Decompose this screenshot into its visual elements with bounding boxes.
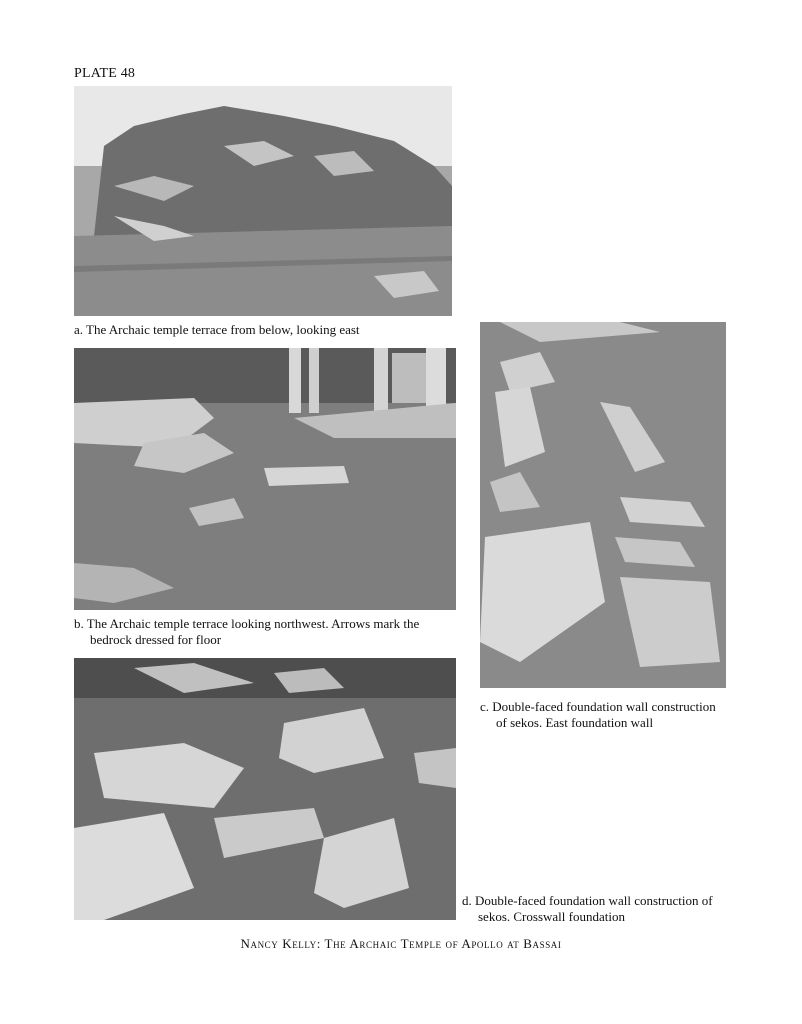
running-footer: Nancy Kelly: The Archaic Temple of Apollo at Bassai — [240, 936, 562, 951]
caption-a-line1: a. The Archaic temple terrace from below, looking east — [74, 322, 360, 337]
photo-d-crosswall-foundation — [74, 658, 456, 920]
caption-d-line1: d. Double-faced foundation wall construction of — [462, 893, 713, 908]
caption-c — [480, 699, 750, 731]
caption-d — [462, 893, 762, 925]
photo-a-terrace-from-below — [74, 86, 452, 316]
caption-c-line1: c. Double-faced foundation wall construction — [480, 699, 716, 714]
caption-b-line2: bedrock dressed for floor — [90, 632, 222, 647]
caption-d-line2: sekos. Crosswall foundation — [478, 909, 625, 924]
photo-b-terrace-northwest — [74, 348, 456, 610]
caption-c-line2: of sekos. East foundation wall — [496, 715, 654, 730]
caption-a — [74, 322, 464, 338]
caption-b — [74, 616, 464, 648]
caption-b-line1: b. The Archaic temple terrace looking northwest. Arrows mark the — [74, 616, 420, 631]
photo-c-east-foundation-wall — [480, 322, 726, 688]
plate-label: PLATE 48 — [74, 66, 136, 81]
